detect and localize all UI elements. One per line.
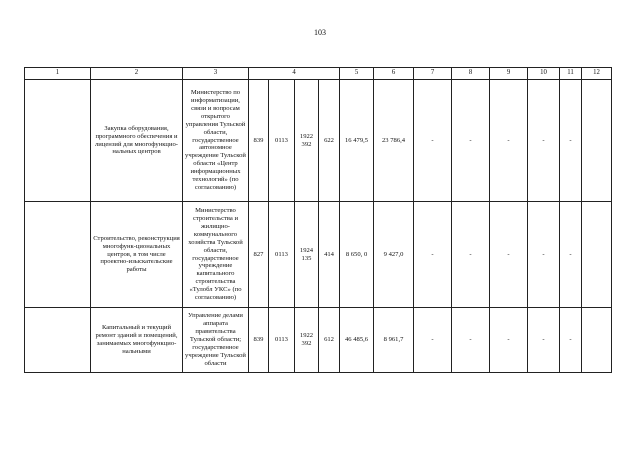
code-target: 1924 135 [295, 202, 319, 308]
code-grbs: 839 [249, 80, 269, 202]
value-cell: 8 961,7 [374, 308, 414, 373]
empty-cell [25, 80, 91, 202]
header-row [25, 68, 612, 80]
table-row [25, 80, 612, 202]
executor-org: Министерство строительства и жилищно-коммунального хозяйства Тульской области, государственное учреждение капитального строительства «Тулобл УКС» (по согласованию) [183, 202, 249, 308]
code-section: 0113 [269, 80, 295, 202]
value-cell: 8 650, 0 [340, 202, 374, 308]
value-cell: - [414, 80, 452, 202]
executor-org: Министерство по информатизации, связи и вопросам открытого управления Тульской области, государственное автономное учреждение Тульской области «Центр информационных технологий» (по согласованию) [183, 80, 249, 202]
value-cell: - [452, 202, 490, 308]
header-cell: 5 [340, 68, 374, 80]
code-grbs: 827 [249, 202, 269, 308]
value-cell: - [490, 202, 528, 308]
activity-name: Капитальный и текущий ремонт зданий и помещений, занимаемых многофункцио-нальными [91, 308, 183, 373]
header-cell: 7 [414, 68, 452, 80]
value-cell: - [452, 80, 490, 202]
value-cell [582, 202, 612, 308]
executor-org: Управление делами аппарата правительства Тульской области; государственное учреждение Тульской области [183, 308, 249, 373]
header-cell: 11 [560, 68, 582, 80]
header-cell: 1 [25, 68, 91, 80]
value-cell: - [560, 202, 582, 308]
activity-name: Закупка оборудования, программного обеспечения и лицензий для многофункцио-нальных центров [91, 80, 183, 202]
value-cell: - [528, 308, 560, 373]
page-number: 103 [314, 28, 326, 37]
value-cell [582, 80, 612, 202]
value-cell: 46 485,6 [340, 308, 374, 373]
code-type: 622 [319, 80, 340, 202]
header-cell: 8 [452, 68, 490, 80]
header-cell: 12 [582, 68, 612, 80]
activity-name: Строительство, реконструкция многофунк-циональных центров, в том числе проектно-изыскательские работы [91, 202, 183, 308]
value-cell: 9 427,0 [374, 202, 414, 308]
value-cell: - [528, 80, 560, 202]
empty-cell [25, 202, 91, 308]
code-target: 1922 392 [295, 80, 319, 202]
value-cell: - [560, 80, 582, 202]
value-cell: - [490, 80, 528, 202]
header-cell: 6 [374, 68, 414, 80]
value-cell: 23 786,4 [374, 80, 414, 202]
code-type: 612 [319, 308, 340, 373]
code-type: 414 [319, 202, 340, 308]
header-cell: 10 [528, 68, 560, 80]
value-cell [582, 308, 612, 373]
table-row [25, 308, 612, 373]
header-cell: 4 [249, 68, 340, 80]
value-cell: - [414, 308, 452, 373]
value-cell: - [560, 308, 582, 373]
value-cell: - [528, 202, 560, 308]
code-target: 1922 392 [295, 308, 319, 373]
code-section: 0113 [269, 202, 295, 308]
empty-cell [25, 308, 91, 373]
code-section: 0113 [269, 308, 295, 373]
value-cell: 16 479,5 [340, 80, 374, 202]
header-cell: 9 [490, 68, 528, 80]
value-cell: - [490, 308, 528, 373]
header-cell: 2 [91, 68, 183, 80]
header-cell: 3 [183, 68, 249, 80]
code-grbs: 839 [249, 308, 269, 373]
value-cell: - [452, 308, 490, 373]
value-cell: - [414, 202, 452, 308]
budget-table [24, 67, 612, 373]
table-row [25, 202, 612, 308]
